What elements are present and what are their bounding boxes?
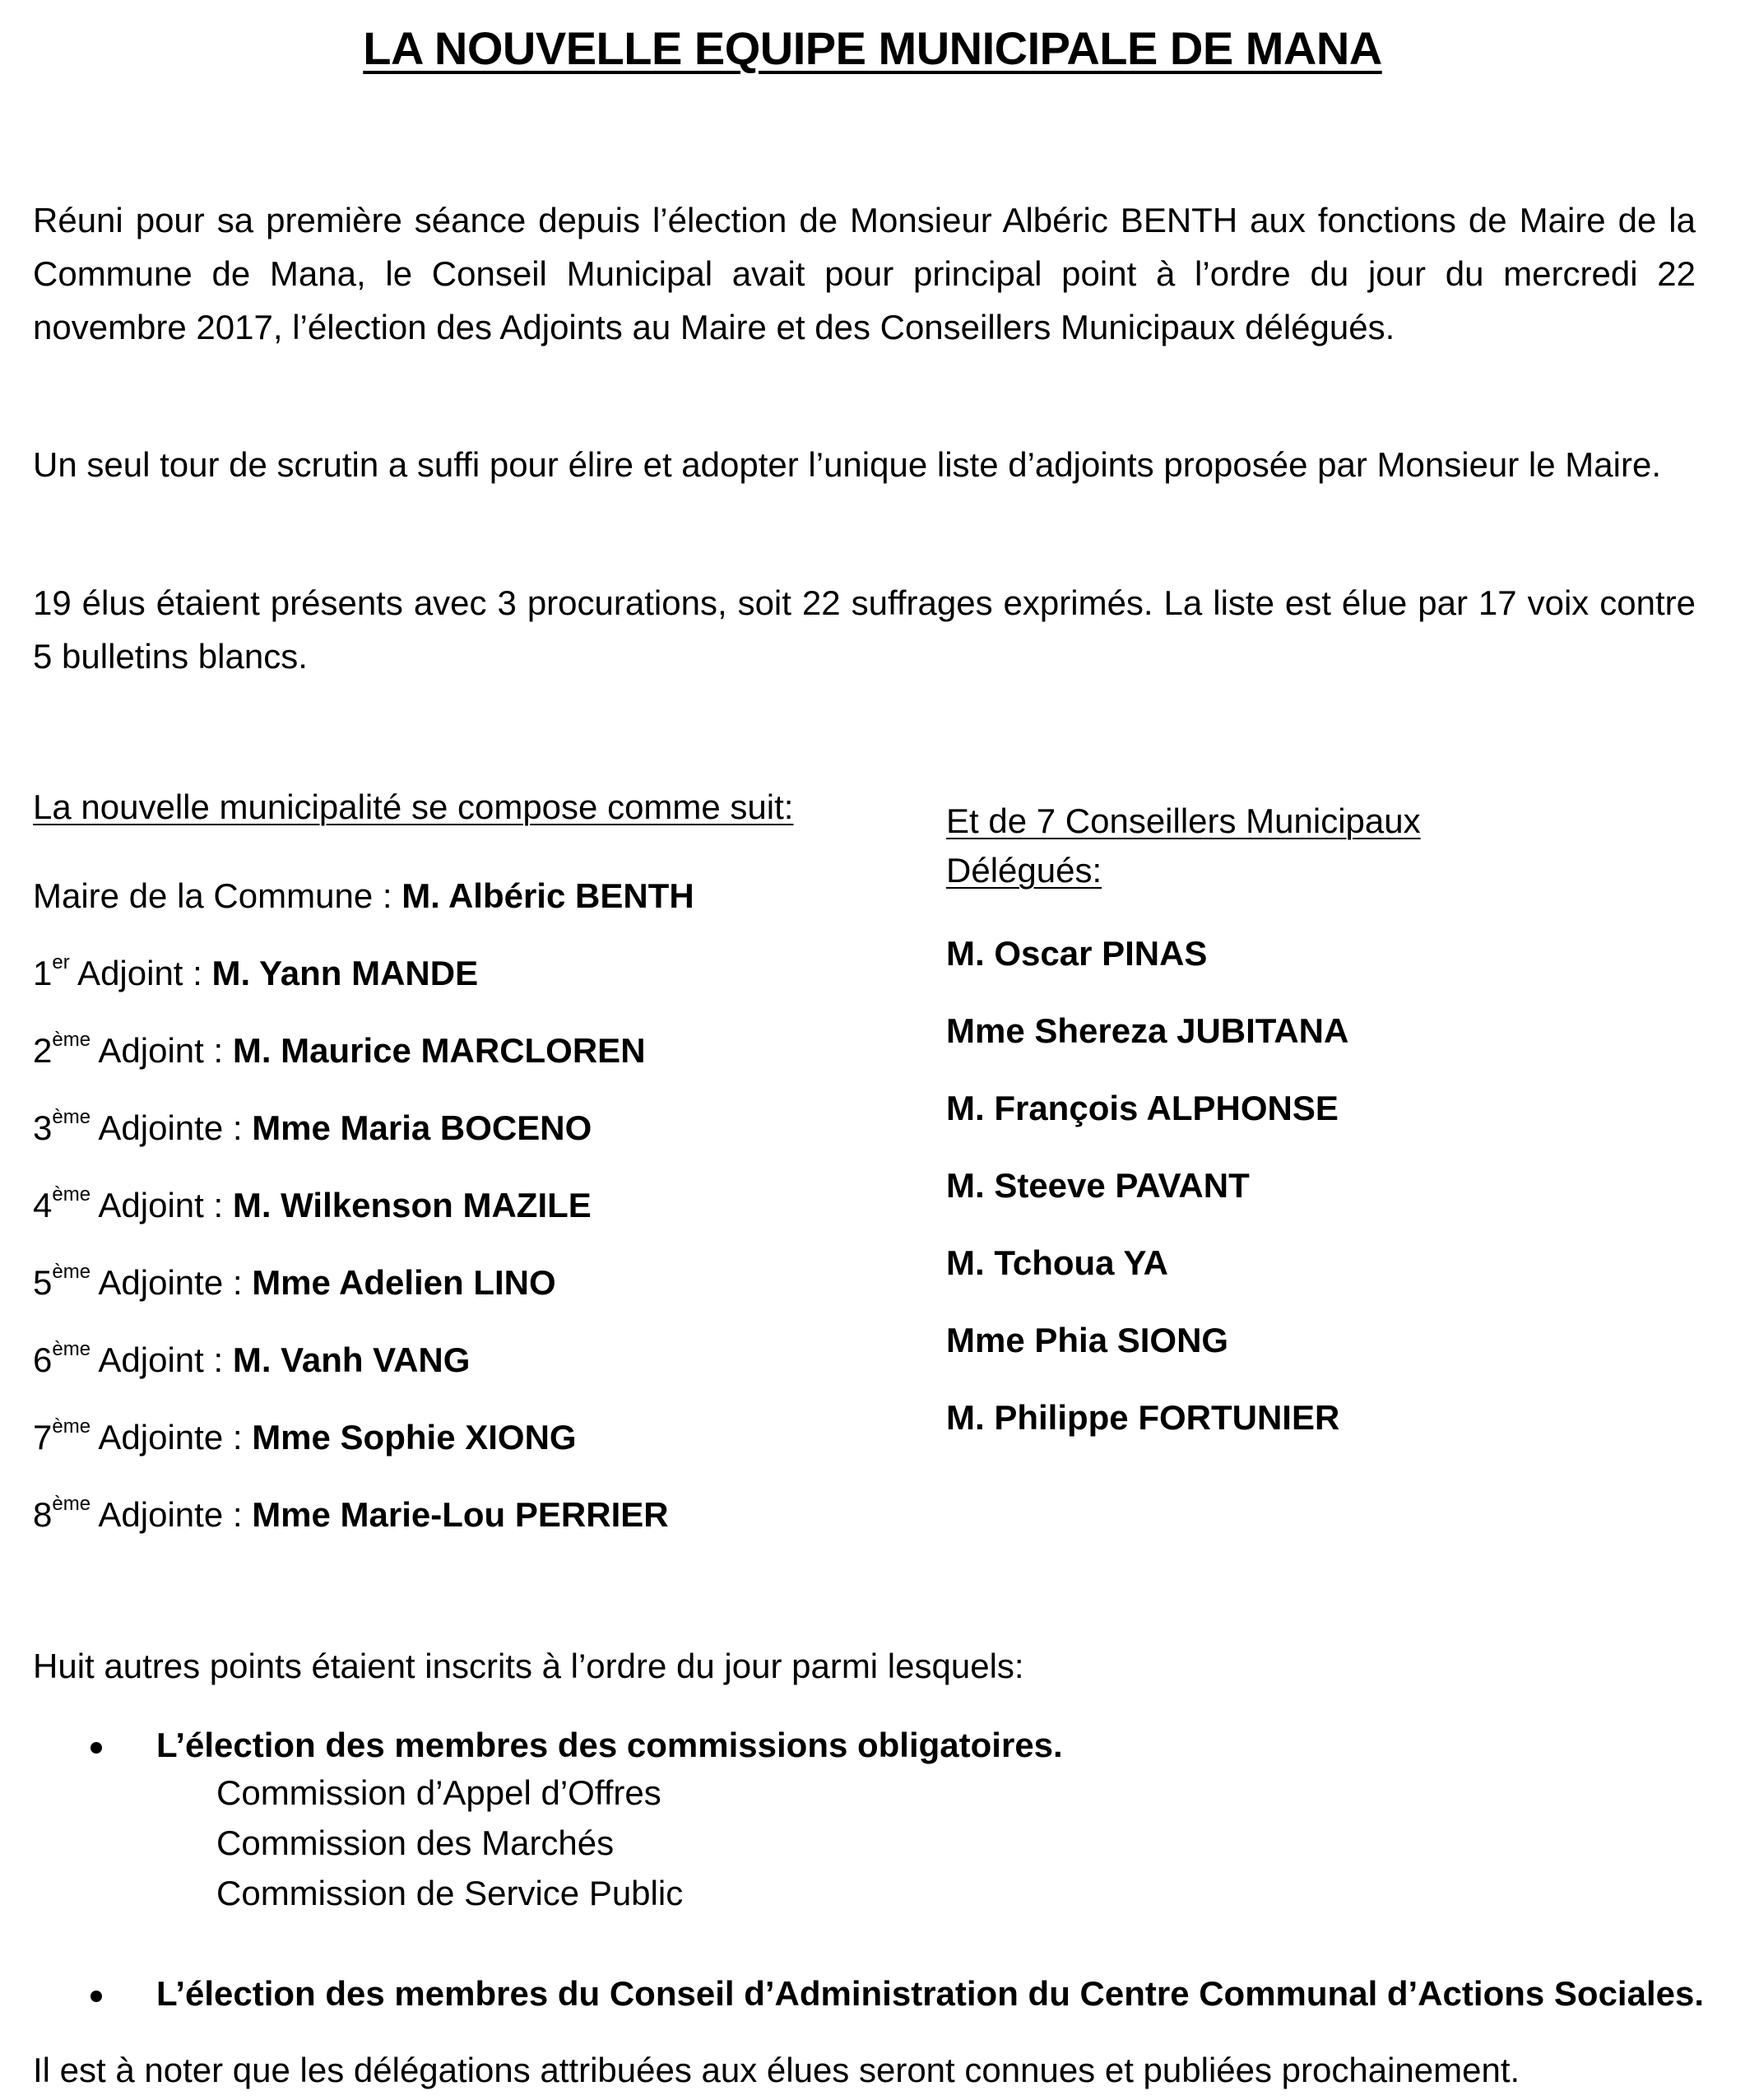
councillor-name: M. Steeve PAVANT bbox=[946, 1166, 1250, 1205]
municipality-list bbox=[33, 857, 921, 1554]
rank-number: 8 bbox=[33, 1495, 53, 1534]
rank-suffix: ème bbox=[52, 1338, 91, 1360]
member-name: Mme Marie-Lou PERRIER bbox=[252, 1495, 669, 1534]
rank-suffix: ème bbox=[52, 1415, 91, 1438]
councillor-name: M. Philippe FORTUNIER bbox=[946, 1398, 1340, 1437]
municipality-row bbox=[33, 857, 921, 935]
role-label: Adjoint : bbox=[90, 1031, 233, 1070]
member-name: Mme Adelien LINO bbox=[252, 1263, 556, 1302]
councillor-name: M. François ALPHONSE bbox=[946, 1089, 1339, 1127]
rank-suffix: ème bbox=[52, 1106, 91, 1128]
role-label: Maire de la Commune : bbox=[33, 876, 402, 915]
municipality-row bbox=[33, 1167, 921, 1244]
footer-note: Il est à noter que les délégations attribuées aux élues seront connues et publiées prochainement. bbox=[33, 2051, 1520, 2089]
member-name: M. Maurice MARCLOREN bbox=[232, 1031, 646, 1070]
rank-number: 6 bbox=[33, 1340, 53, 1379]
role-label: Adjoint : bbox=[69, 954, 212, 992]
rank-suffix: er bbox=[52, 951, 70, 973]
councillor-name: M. Tchoua YA bbox=[946, 1243, 1168, 1282]
rank-number: 3 bbox=[33, 1108, 53, 1147]
municipality-row bbox=[33, 1012, 921, 1089]
page-title: LA NOUVELLE EQUIPE MUNICIPALE DE MANA bbox=[363, 22, 1382, 74]
member-name: M. Wilkenson MAZILE bbox=[232, 1186, 592, 1224]
councillors-heading-line-2: Délégués: bbox=[946, 851, 1102, 890]
role-label: Adjointe : bbox=[90, 1263, 253, 1302]
agenda-intro: Huit autres points étaient inscrits à l’ordre du jour parmi lesquels: bbox=[33, 1647, 1024, 1685]
municipality-row bbox=[33, 1089, 921, 1167]
role-label: Adjoint : bbox=[90, 1340, 233, 1379]
municipality-row bbox=[33, 1399, 921, 1476]
councillors-heading-line-1: Et de 7 Conseillers Municipaux bbox=[946, 801, 1421, 840]
commission-item: Commission des Marchés bbox=[216, 1824, 615, 1862]
rank-suffix: ème bbox=[52, 1029, 91, 1051]
member-name: M. Vanh VANG bbox=[232, 1340, 471, 1379]
rank-number: 7 bbox=[33, 1418, 53, 1457]
rank-suffix: ème bbox=[52, 1493, 91, 1515]
rank-number: 1 bbox=[33, 954, 53, 992]
member-name: M. Yann MANDE bbox=[211, 954, 479, 992]
intro-paragraph-2: Un seul tour de scrutin a suffi pour élire et adopter l’unique liste d’adjoints proposée par Monsieur le Maire. bbox=[33, 445, 1661, 484]
member-name: Mme Maria BOCENO bbox=[252, 1108, 592, 1147]
councillor-name: Mme Phia SIONG bbox=[946, 1321, 1229, 1359]
municipality-row bbox=[33, 1476, 921, 1554]
role-label: Adjointe : bbox=[90, 1495, 253, 1534]
member-name: Mme Sophie XIONG bbox=[252, 1418, 577, 1457]
role-label: Adjoint : bbox=[90, 1186, 233, 1224]
municipality-heading: La nouvelle municipalité se compose comme suit: bbox=[33, 788, 794, 826]
municipality-row bbox=[33, 935, 921, 1012]
agenda-bullet-text: L’élection des membres du Conseil d’Administration du Centre Communal d’Actions Sociales. bbox=[156, 1974, 1705, 2013]
member-name: M. Albéric BENTH bbox=[401, 876, 694, 915]
bullet-icon bbox=[90, 1742, 102, 1754]
councillors-column bbox=[946, 797, 1719, 1457]
commission-item: Commission de Service Public bbox=[216, 1874, 684, 1912]
commission-list bbox=[216, 1768, 683, 1918]
municipality-column bbox=[33, 790, 921, 1554]
role-label: Adjointe : bbox=[90, 1108, 253, 1147]
role-label: Adjointe : bbox=[90, 1418, 253, 1457]
rank-number: 5 bbox=[33, 1263, 53, 1302]
rank-suffix: ème bbox=[52, 1183, 91, 1206]
intro-paragraph-1: Réuni pour sa première séance depuis l’élection de Monsieur Albéric BENTH aux fonctions de Maire de la Commune de Mana, le Conseil Municipal avait pour principal point à l’ordre du jour du mercredi 22 novembre 2017, l’élection des Adjoints au Maire et des Conseillers Municipaux délégués. bbox=[33, 201, 1696, 346]
municipality-row bbox=[33, 1322, 921, 1399]
rank-suffix: ème bbox=[52, 1261, 91, 1283]
rank-number: 2 bbox=[33, 1031, 53, 1070]
councillor-name: Mme Shereza JUBITANA bbox=[946, 1011, 1349, 1050]
councillors-list bbox=[946, 915, 1719, 1457]
agenda-bullet-text: L’élection des membres des commissions obligatoires. bbox=[156, 1726, 1063, 1764]
municipality-row bbox=[33, 1244, 921, 1322]
intro-paragraph-3: 19 élus étaient présents avec 3 procurations, soit 22 suffrages exprimés. La liste est élue par 17 voix contre 5 bulletins blancs. bbox=[33, 583, 1696, 676]
councillor-name: M. Oscar PINAS bbox=[946, 934, 1208, 973]
commission-item: Commission d’Appel d’Offres bbox=[216, 1773, 661, 1812]
rank-number: 4 bbox=[33, 1186, 53, 1224]
bullet-icon bbox=[90, 1991, 102, 2002]
